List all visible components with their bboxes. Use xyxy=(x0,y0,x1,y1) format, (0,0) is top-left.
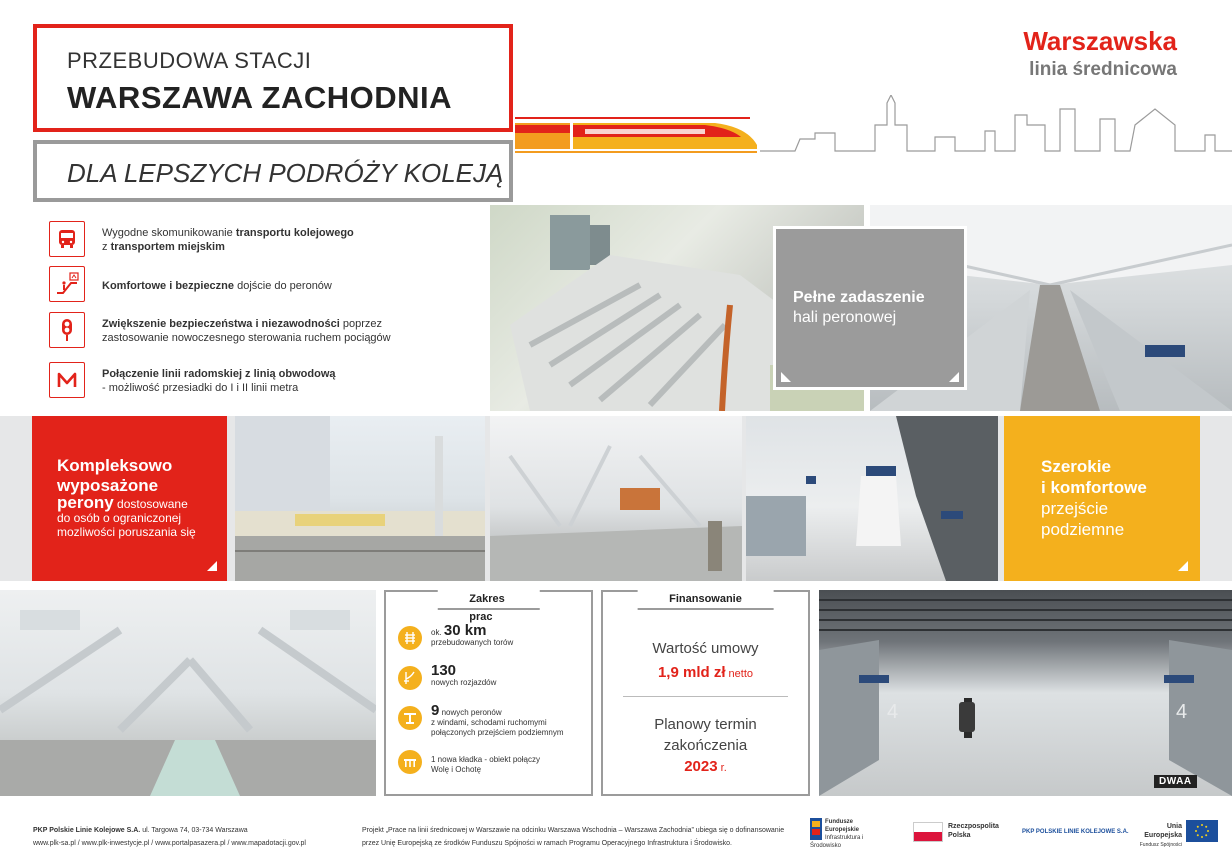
footer-company: PKP Polskie Linie Kolejowe S.A. ul. Targowa 74, 03-734 Warszawa www.plk-sa.pl / www.plk-inwestycje.pl / www.portalpasazera.pl / www.mapadotacji.gov.pl xyxy=(33,827,306,847)
brand-logo xyxy=(1023,26,1177,81)
underpass-text: przejście podziemne xyxy=(1041,499,1125,539)
completion-year: 2023 r. xyxy=(684,758,727,775)
logo-fundusze-europejskie: Fundusze Europejskie Infrastruktura i Środowisko xyxy=(810,819,864,849)
underpass-interior-photo xyxy=(819,590,1232,796)
scope-tab: Zakres prac xyxy=(437,590,540,610)
scope-text: 1 nowa kładka - obiekt połączy Wolę i Ochotę xyxy=(431,755,540,774)
underpass-photo xyxy=(746,416,998,581)
brand-sub: linia średnicowa xyxy=(1029,59,1177,80)
roof-text: hali peronowej xyxy=(793,309,897,326)
corner-mark xyxy=(207,561,217,571)
traffic-light-icon xyxy=(49,312,85,348)
benefit-text: Zwiększenie bezpieczeństwa i niezawodności poprzez zastosowanie nowoczesnego sterowania ruchem pociągów xyxy=(102,318,391,344)
scope-panel xyxy=(384,590,593,796)
divider xyxy=(623,696,788,697)
escalator-icon xyxy=(49,266,85,302)
train-skyline-illustration xyxy=(515,95,1232,165)
train-icon xyxy=(515,117,757,153)
brand-name: Warszawska xyxy=(1023,26,1177,56)
title-line1: PRZEBUDOWA STACJI xyxy=(67,48,312,73)
platform-hall-photo-2 xyxy=(0,590,376,796)
underpass-heading: Szerokie i komfortowe xyxy=(1041,457,1147,497)
benefit-safety xyxy=(49,312,479,352)
contract-value-label: Wartość umowy xyxy=(652,640,759,657)
skyline-outline xyxy=(760,95,1232,151)
footer-project: Projekt „Prace na linii średnicowej w Warszawie na odcinku Warszawa Wschodnia – Warszawa Zachodnia” ubiega się o dofinansowanie przez Unię Europejską ze środków Funduszu Spójności w ramach Programu Operacyjnego Infrastruktura i Środowisko. xyxy=(362,827,785,847)
roof-heading: Pełne zadaszenie xyxy=(793,289,925,306)
benefit-text: Komfortowe i bezpieczne dojście do peronów xyxy=(102,280,332,292)
platform-photo-1 xyxy=(235,416,485,581)
bus-icon xyxy=(49,221,85,257)
footbridge-icon xyxy=(398,750,422,774)
scope-text: ok. 30 km przebudowanych torów xyxy=(431,622,514,647)
scope-text: 130 nowych rozjazdów xyxy=(431,662,497,687)
financing-tab: Finansowanie xyxy=(637,590,774,610)
logo-plk: PKP POLSKIE LINIE KOLEJOWE S.A. xyxy=(1022,829,1129,835)
benefit-transport xyxy=(49,221,479,261)
polish-flag-icon xyxy=(913,822,943,842)
benefit-metro xyxy=(49,362,479,402)
logo-rzeczpospolita: Rzeczpospolita Polska xyxy=(948,823,999,839)
fe-star-icon xyxy=(810,818,822,840)
roof-feature-box xyxy=(773,226,967,390)
platform-icon xyxy=(398,706,422,730)
underpass-feature-box xyxy=(1004,416,1200,581)
subtitle-box xyxy=(33,140,513,202)
corner-mark xyxy=(949,372,959,382)
benefit-text: Wygodne skomunikowanie transportu kolejowego z transportem miejskim xyxy=(102,227,354,253)
tracks-icon xyxy=(398,626,422,650)
scope-text: 9 nowych peronów z windami, schodami ruchomymi połączonych przejściem podziemnym xyxy=(431,702,564,737)
eu-flag-icon xyxy=(1186,820,1218,842)
title-box xyxy=(33,24,513,132)
photo-credit: DWAA xyxy=(1154,775,1197,788)
svg-text:4: 4 xyxy=(1176,701,1188,723)
metro-icon xyxy=(49,362,85,398)
benefit-text: Połączenie linii radomskiej z linią obwodową - możliwość przesiadki do I i II linii metra xyxy=(102,368,336,394)
title-line2: WARSZAWA ZACHODNIA xyxy=(67,80,452,115)
switch-icon xyxy=(398,666,422,690)
subtitle-text: DLA LEPSZYCH PODRÓŻY KOLEJĄ xyxy=(67,158,504,188)
platform-photo-2 xyxy=(490,416,742,581)
corner-mark xyxy=(1178,561,1188,571)
benefit-access xyxy=(49,266,479,306)
footer-links[interactable]: www.plk-sa.pl / www.plk-inwestycje.pl / www.portalpasazera.pl / www.mapadotacji.gov.pl xyxy=(33,840,306,847)
platforms-feature-box xyxy=(32,416,227,581)
logo-ue: Unia Europejska Fundusz Spójności xyxy=(1139,823,1182,848)
completion-label: Planowy termin zakończenia xyxy=(654,716,757,754)
svg-text:4: 4 xyxy=(887,701,899,723)
platforms-heading: Kompleksowo wyposażone xyxy=(57,456,173,495)
corner-mark xyxy=(781,372,791,382)
financing-panel xyxy=(601,590,810,796)
contract-value: 1,9 mld zł netto xyxy=(657,664,754,681)
platforms-text: perony dostosowane do osób o ograniczonej mozliwości poruszania się xyxy=(57,493,196,539)
